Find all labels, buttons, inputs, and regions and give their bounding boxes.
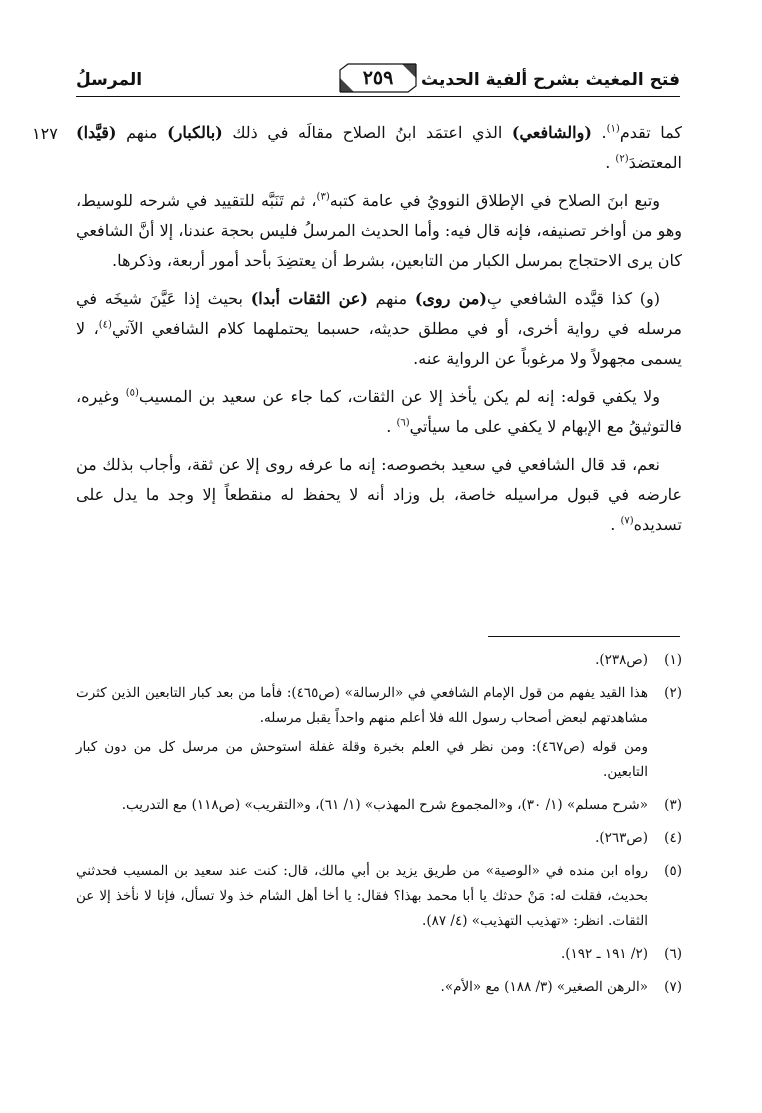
footnote-ref-5: (٥) (125, 387, 139, 399)
footnote-text: «الرهن الصغير» (٣/ ١٨٨) مع «الأم». (440, 979, 648, 995)
footnote-number: (٦) (664, 946, 682, 962)
text-run: منهم (116, 123, 168, 142)
main-text (76, 118, 682, 548)
footnote (76, 793, 682, 822)
matn-term: (عن الثقات أبدا) (250, 289, 368, 308)
margin-verse-number: ١٢٧ (32, 124, 58, 143)
footnote-number: (٧) (664, 979, 682, 995)
footnote-ref-4: (٤) (98, 319, 112, 331)
footnote-ref-2: (٢) (615, 153, 629, 165)
footnote-text: هذا القيد يفهم من قول الإمام الشافعي في «الرسالة» (ص٤٦٥): فأما من بعد كبار التابعين الذين كثرت مشاهدتهم لبعض أصحاب رسول الله فلا أعلم منهم واحداً يقبل مرسله. (76, 685, 648, 726)
footnote-number: (١) (664, 652, 682, 668)
footnote-text: ومن قوله (ص٤٦٧): ومن نظر في العلم بخبرة وقلة غفلة استوحش من مرسل كل من دون كبار التابعين. (76, 739, 648, 780)
footnote-text: (٢/ ١٩١ ـ ١٩٢). (560, 946, 648, 962)
text-run: كما تقدم (619, 123, 683, 142)
footnote-number: (٢) (664, 685, 682, 701)
text-run: . (610, 515, 621, 534)
footnote (76, 859, 682, 938)
text-run: وغيره، فالتوثيقُ مع الإبهام لا يكفي على ما سيأتي (76, 387, 682, 436)
book-title: فتح المغيث بشرح ألفية الحديث (420, 70, 680, 90)
paragraph-3 (76, 284, 682, 374)
paragraph-2 (76, 186, 682, 276)
text-run: منهم (367, 289, 415, 308)
text-run: . (591, 123, 607, 142)
footnote-text: (ص٢٣٨). (595, 652, 648, 668)
text-run: (و) كذا قيَّده الشافعي بِ (486, 289, 661, 308)
text-run: . (386, 417, 397, 436)
text-run: المعتضدَ (628, 153, 682, 172)
footnote-number: (٤) (664, 830, 682, 846)
footnote-ref-7: (٧) (620, 515, 634, 527)
page-number: ٢٥٩ (362, 67, 394, 89)
page-header (76, 62, 680, 102)
paragraph-1 (76, 118, 682, 178)
text-run: . (605, 153, 616, 172)
text-run: نعم، قد قال الشافعي في سعيد بخصوصه: إنه ما عرفه روى إلا عن ثقة، وأجاب بذلك من عارضه في قبول مراسيله خاصة، بل وزاد أنه لا يحفظ له منقطعاً إلا وجد ما يدل على تسديده (76, 455, 682, 534)
chapter-title: المرسلُ (76, 70, 143, 90)
footnote (76, 826, 682, 855)
footnote (76, 975, 682, 1004)
footnote-ref-1: (١) (606, 123, 620, 135)
footnote-ref-6: (٦) (396, 417, 410, 429)
text-run: وتبع ابنَ الصلاح في الإطلاق النوويُ في عامة كتبه (329, 191, 660, 210)
text-run: الذي اعتمَد ابنُ الصلاح مقالَه في ذلك (222, 123, 512, 142)
footnote (76, 648, 682, 677)
paragraph-4 (76, 382, 682, 442)
matn-term: (والشافعي) (511, 123, 592, 142)
footnote (76, 942, 682, 971)
footnote-ref-3: (٣) (316, 191, 330, 203)
matn-term: (قيَّدا) (76, 123, 117, 142)
footnote-separator (488, 636, 680, 637)
paragraph-5 (76, 450, 682, 540)
footnote-text: رواه ابن منده في «الوصية» من طريق يزيد بن أبي مالك، قال: كنت عند سعيد بن المسيب فحدثني بحديث، فقلت له: مَنْ حدثك يا أبا محمد بهذا؟ فقال: يا أخا أهل الشام خذ ولا تسأل، فإنا لا نأخذ إلا عن الثقات. انظر: «تهذيب التهذيب» (٤/ ٨٧). (76, 863, 648, 929)
matn-term: (بالكبار) (167, 123, 223, 142)
text-run: ، ثم تَنَبَّه للتقييد في شرحه للوسيط، وهو من أواخر تصنيفه، فإنه قال فيه: وأما الحديث المرسلُ فليس بحجة عندنا، إلا أنَّ الشافعي كان يرى الاحتجاج بمرسل الكبار من التابعين، بشرط أن يعتضِدَ بأحد أمور أربعة، وذكرها. (76, 191, 682, 270)
footnote-text: (ص٢٦٣). (595, 830, 648, 846)
footnote-number: (٣) (664, 797, 682, 813)
header-rule (76, 96, 680, 97)
text-run: بحيث إذا عَيَّنَ شيخَه في مرسله في رواية أخرى، أو في مطلق حديثه، حسبما يحتملهما كلام الشافعي الآتي (76, 289, 683, 338)
matn-term: (من روى) (414, 289, 487, 308)
footnote-text: «شرح مسلم» (١/ ٣٠)، و«المجموع شرح المهذب» (١/ ٦١)، و«التقريب» (ص١١٨) مع التدريب. (121, 797, 648, 813)
footnotes (76, 648, 682, 1008)
footnote-number: (٥) (664, 863, 682, 879)
footnote (76, 681, 682, 789)
text-run: ولا يكفي قوله: إنه لم يكن يأخذ إلا عن الثقات، كما جاء عن سعيد بن المسيب (138, 387, 661, 406)
text-run: ، لا يسمى مجهولاً ولا مرغوباً عن الرواية عنه. (76, 319, 682, 368)
page-number-box (338, 62, 418, 94)
